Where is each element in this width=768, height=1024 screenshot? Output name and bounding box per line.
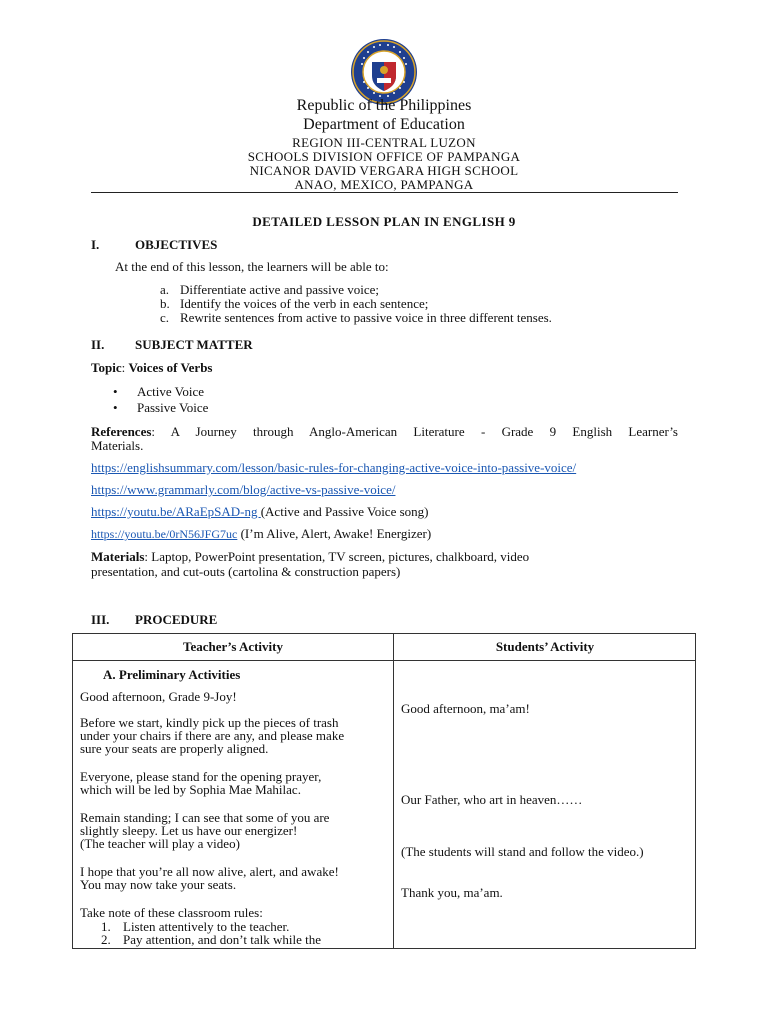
section-title: SUBJECT MATTER [135, 337, 253, 352]
bullet-dot-icon: • [113, 400, 118, 415]
references-continuation: Materials. [91, 438, 144, 453]
teacher-line: sure your seats are properly aligned. [80, 741, 269, 756]
procedure-table [72, 633, 696, 949]
section-number: II. [91, 337, 105, 352]
link-note: (Active and Passive Voice song) [260, 504, 429, 519]
reference-link-row [91, 504, 429, 519]
bullet-text: Passive Voice [137, 400, 209, 415]
references-line [91, 424, 678, 439]
teacher-line: which will be led by Sophia Mae Mahilac. [80, 782, 301, 797]
materials-label: Materials [91, 549, 145, 564]
teacher-column-header: Teacher’s Activity [182, 639, 283, 654]
rule-text: Listen attentively to the teacher. [123, 919, 290, 934]
reference-link[interactable]: https://youtu.be/0rN56JFG7uc [91, 527, 238, 541]
objectives-intro: At the end of this lesson, the learners will be able to: [115, 259, 389, 274]
item-marker: b. [160, 296, 170, 311]
objective-item [160, 310, 552, 325]
link-note: (I’m Alive, Alert, Awake! Energizer) [237, 526, 432, 541]
materials-continuation: presentation, and cut-outs (cartolina & construction papers) [91, 564, 401, 579]
section-number: I. [91, 237, 100, 252]
reference-link-row [91, 526, 431, 542]
rule-marker: 2. [101, 932, 111, 947]
topic-value: Voices of Verbs [128, 360, 213, 375]
topic-label: Topic [91, 360, 122, 375]
reference-link-row [91, 482, 395, 497]
materials-text: : Laptop, PowerPoint presentation, TV screen, pictures, chalkboard, video [144, 549, 530, 564]
deped-seal [350, 38, 418, 106]
topic-separator: : [121, 360, 129, 375]
teacher-line: You may now take your seats. [80, 877, 237, 892]
section-number: III. [91, 612, 110, 627]
header-republic: Republic of the Philippines [296, 97, 472, 114]
teacher-line: Remain standing; I can see that some of you are [80, 810, 330, 825]
section-procedure-heading [91, 612, 217, 627]
teacher-line: Good afternoon, Grade 9-Joy! [80, 689, 237, 704]
reference-link[interactable]: https://www.grammarly.com/blog/active-vs-passive-voice/ [91, 482, 396, 497]
references-text: : A Journey through Anglo-American Literature - Grade 9 English Learner’s [151, 424, 678, 439]
materials-line [91, 549, 529, 564]
header-school: NICANOR DAVID VERGARA HIGH SCHOOL [249, 163, 519, 178]
student-response: Good afternoon, ma’am! [401, 701, 530, 716]
header-address: ANAO, MEXICO, PAMPANGA [294, 177, 474, 192]
document-title: DETAILED LESSON PLAN IN ENGLISH 9 [252, 214, 516, 229]
bullet-item [113, 400, 208, 415]
teacher-line: slightly sleepy. Let us have our energizer! [80, 823, 298, 838]
section-title: OBJECTIVES [135, 237, 218, 252]
students-column-header: Students’ Activity [495, 639, 595, 654]
student-response: (The students will stand and follow the video.) [401, 844, 644, 859]
section-objectives-heading [91, 237, 217, 252]
student-response: Thank you, ma’am. [401, 885, 503, 900]
teacher-line: Before we start, kindly pick up the pieces of trash [80, 715, 339, 730]
reference-link-row [91, 460, 576, 475]
objective-item [160, 296, 428, 311]
rule-marker: 1. [101, 919, 111, 934]
topic-line [91, 360, 213, 375]
teacher-line: under your chairs if there are any, and please make [80, 728, 345, 743]
rule-text: Pay attention, and don’t talk while the [123, 932, 321, 947]
header-division: SCHOOLS DIVISION OFFICE OF PAMPANGA [247, 149, 521, 164]
item-text: Differentiate active and passive voice; [180, 282, 380, 297]
item-marker: c. [160, 310, 170, 325]
bullet-item [113, 384, 204, 399]
bullet-dot-icon: • [113, 384, 118, 399]
rule-item [101, 933, 321, 946]
student-response: Our Father, who art in heaven…… [401, 792, 583, 807]
teacher-line: I hope that you’re all now alive, alert, and awake! [80, 864, 339, 879]
header-divider [73, 660, 695, 661]
teacher-line: Everyone, please stand for the opening prayer, [80, 769, 322, 784]
reference-link[interactable]: https://youtu.be/ARaEpSAD-ng [91, 504, 261, 519]
objective-item [160, 282, 379, 297]
column-divider [393, 634, 394, 948]
item-marker: a. [160, 282, 170, 297]
item-text: Identify the voices of the verb in each sentence; [180, 296, 429, 311]
header-region: REGION III-CENTRAL LUZON [292, 135, 476, 150]
references-label: References [91, 424, 152, 439]
section-title: PROCEDURE [135, 612, 218, 627]
reference-link[interactable]: https://englishsummary.com/lesson/basic-rules-for-changing-active-voice-into-passive-voice/ [91, 460, 577, 475]
header-department: Department of Education [303, 116, 465, 133]
bullet-text: Active Voice [137, 384, 205, 399]
header-divider [91, 192, 678, 193]
section-subject-heading [91, 337, 253, 352]
teacher-line: (The teacher will play a video) [80, 836, 240, 851]
preliminary-activities-heading: A. Preliminary Activities [103, 667, 241, 682]
teacher-line: Take note of these classroom rules: [80, 905, 263, 920]
item-text: Rewrite sentences from active to passive voice in three different tenses. [180, 310, 552, 325]
